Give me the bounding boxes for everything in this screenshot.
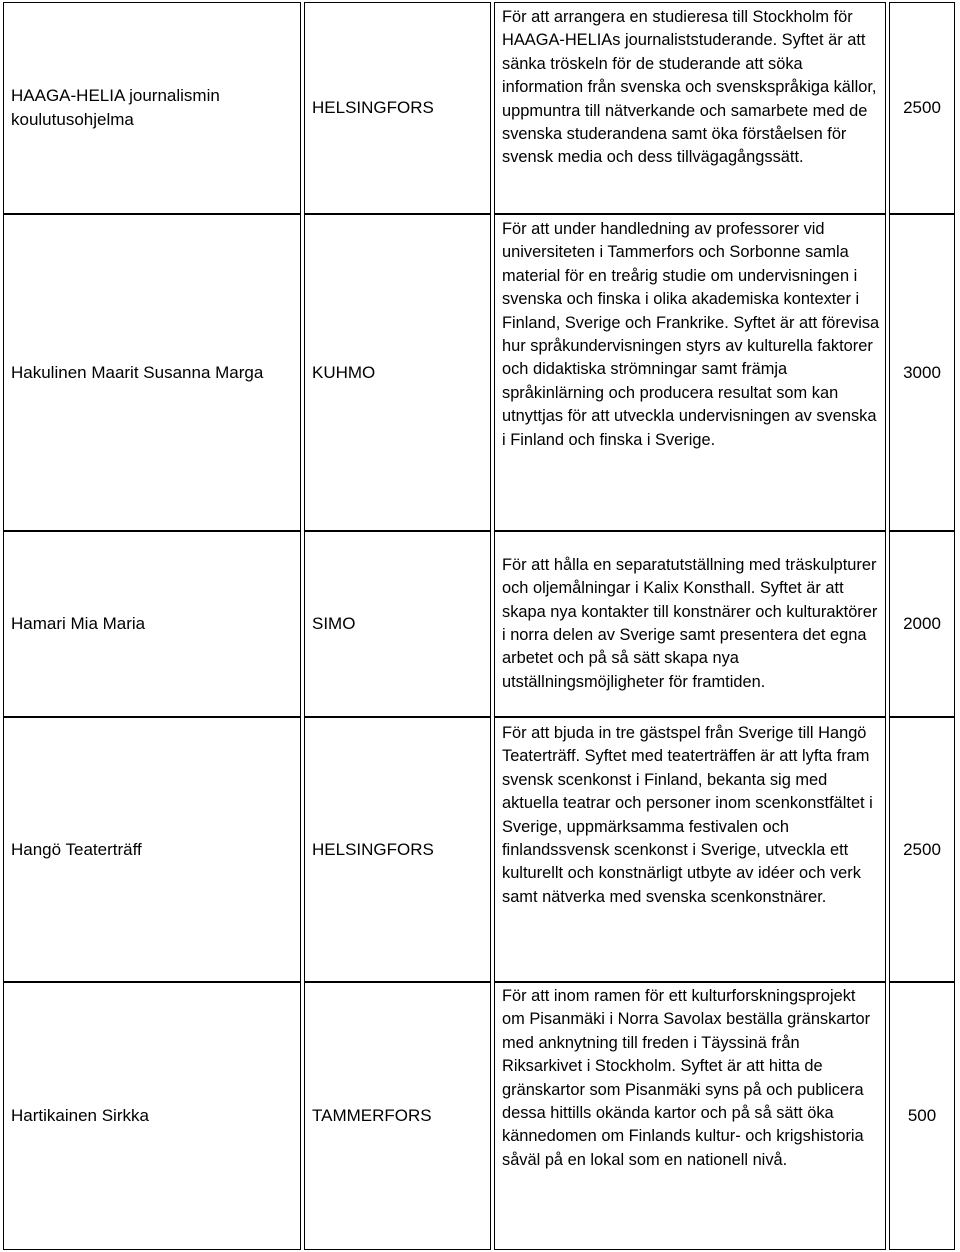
description: För att inom ramen för ett kulturforskningsprojekt om Pisanmäki i Norra Savolax beställa gränskartor med anknytning till freden i Täyssinä från Riksarkivet i Stockholm. Syftet är att hitta de gränskartor som Pisanmäki syns på och publicera dessa hittills okända kartor och på så sätt öka kännedomen om Finlands kultur- och krigshistoria såväl på en lokal som en nationell nivå. [502, 987, 871, 1169]
description-cell [494, 717, 886, 982]
grantee-name: Hakulinen Maarit Susanna Marga [11, 362, 264, 382]
description-cell [494, 982, 886, 1250]
grantee-name: Hamari Mia Maria [11, 614, 146, 633]
grantee-name-cell [3, 531, 301, 717]
amount-cell [889, 531, 955, 717]
grantee-name-cell [3, 214, 301, 531]
table-row [3, 717, 955, 982]
description-cell [494, 2, 886, 214]
city: TAMMERFORS [312, 1106, 432, 1125]
amount: 2500 [903, 98, 941, 117]
amount: 500 [907, 1106, 937, 1125]
description: För att arrangera en studieresa till Stockholm för HAAGA-HELIAs journaliststuderande. Syftet är att sänka tröskeln för de studerande att söka information från svenska och svenskspråkiga källor, uppmuntra till nätverkande och samarbete med de svenska studerandena samt öka förståelsen för svensk media och dess tillvägagångssätt. [502, 8, 877, 167]
amount: 3000 [903, 362, 941, 382]
city-cell [304, 2, 491, 214]
table-row [3, 2, 955, 214]
city: SIMO [312, 614, 356, 633]
city: KUHMO [312, 362, 376, 382]
grantee-name: Hartikainen Sirkka [11, 1106, 149, 1125]
grantee-name-cell [3, 982, 301, 1250]
description: För att under handledning av professorer vid universiteten i Tammerfors och Sorbonne samla material för en treårig studie om undervisningen i svenska och finska i olika akademiska kontexter i Finland, Sverige och Frankrike. Syftet är att förevisa hur språkundervisningen styrs av kulturella faktorer och didaktiska strömningar samt främja språkinlärning och producera resultat som kan utnyttjas för att utveckla undervisningen av svenska i Finland och finska i Sverige. [502, 220, 880, 449]
amount-cell [889, 2, 955, 214]
amount-cell [889, 717, 955, 982]
grantee-name-cell [3, 717, 301, 982]
grantee-name: Hangö Teaterträff [11, 839, 142, 859]
city-cell [304, 214, 491, 531]
amount: 2000 [903, 614, 941, 633]
amount-cell [889, 982, 955, 1250]
description-cell [494, 214, 886, 531]
grantee-name: HAAGA-HELIA journalismin koulutusohjelma [11, 86, 220, 129]
amount-cell [889, 214, 955, 531]
table-row [3, 214, 955, 531]
city-cell [304, 982, 491, 1250]
amount: 2500 [903, 839, 941, 859]
city: HELSINGFORS [312, 839, 434, 859]
description-cell [494, 531, 886, 717]
table-row [3, 531, 955, 717]
city: HELSINGFORS [312, 98, 434, 117]
city-cell [304, 717, 491, 982]
description: För att hålla en separatutställning med träskulpturer och oljemålningar i Kalix Konsthall. Syftet är att skapa nya kontakter till konstnärer och kulturaktörer i norra delen av Sverige samt presentera det egna arbetet och på så sätt skapa nya utställningsmöjligheter för framtiden. [502, 555, 878, 691]
description: För att bjuda in tre gästspel från Sverige till Hangö Teaterträff. Syftet med teaterträffen är att lyfta fram svensk scenkonst i Finland, bekanta sig med aktuella teatrar och personer inom scenkonstfältet i Sverige, uppmärksamma festivalen och finlandssvensk scenkonst i Sverige, utveckla ett kulturellt och konstnärligt utbyte av idéer och verk samt nätverka med svenska scenkonstnärer. [502, 724, 873, 906]
grantee-name-cell [3, 2, 301, 214]
city-cell [304, 531, 491, 717]
table-row [3, 982, 955, 1250]
